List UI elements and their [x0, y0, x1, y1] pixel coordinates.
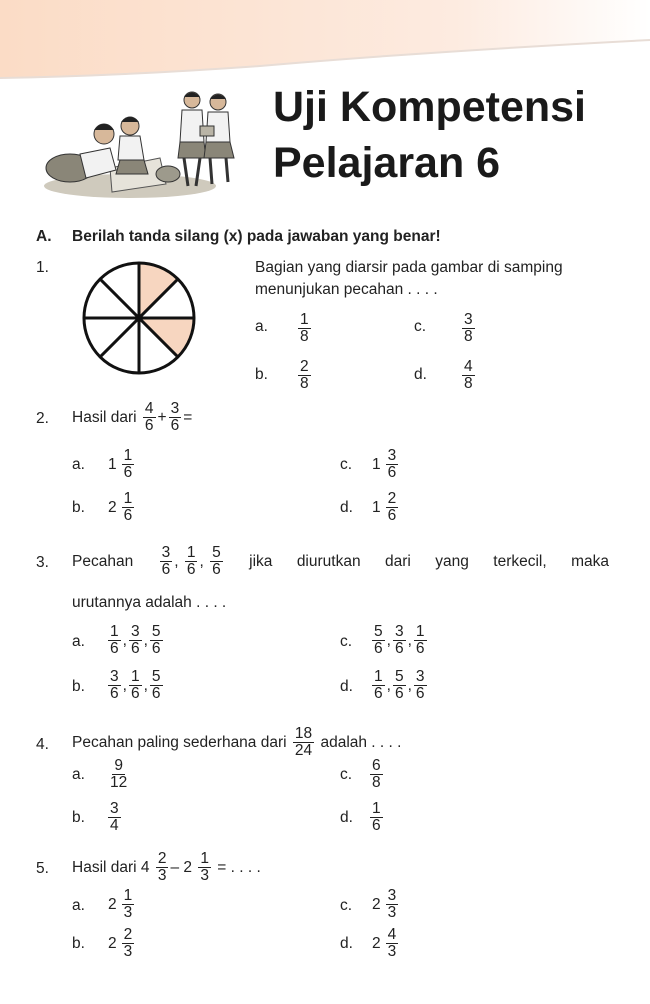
q3-option-d-label[interactable]: d.	[340, 678, 353, 695]
denominator: 6	[123, 507, 133, 525]
q3-prefix: Pecahan	[72, 552, 134, 570]
comma: ,	[386, 631, 391, 649]
denominator: 12	[110, 774, 128, 792]
denominator: 6	[394, 685, 404, 703]
q2-option-b-label[interactable]: b.	[72, 499, 85, 516]
section-instruction: Berilah tanda silang (x) pada jawaban yang benar!	[72, 228, 441, 245]
q5-option-a-value[interactable]	[108, 888, 136, 922]
q3-word: maka	[571, 552, 609, 570]
numerator: 2	[300, 358, 309, 375]
whole-number: 2	[372, 895, 381, 913]
numerator: 2	[157, 850, 167, 867]
numerator: 3	[170, 400, 180, 417]
q1-option-d-label[interactable]: d.	[414, 366, 427, 383]
q1-text-line-1: Bagian yang diarsir pada gambar di samping	[255, 259, 563, 276]
q3-word: terkecil,	[493, 552, 547, 570]
q5-suffix: = . . . .	[217, 858, 261, 876]
q1-number: 1.	[36, 259, 49, 276]
q1-shaded-sector	[139, 318, 194, 357]
q3-word: diurutkan	[296, 552, 361, 570]
comma: ,	[386, 676, 391, 694]
header-banner	[0, 0, 650, 80]
denominator: 6	[374, 685, 383, 703]
whole-number: 2	[372, 934, 381, 952]
numerator: 1	[123, 447, 133, 464]
q3-fraction-1	[160, 545, 173, 579]
numerator: 3	[161, 544, 171, 561]
q3-option-b-label[interactable]: b.	[72, 678, 85, 695]
comma: ,	[407, 676, 412, 694]
denominator: 6	[372, 817, 381, 835]
q1-text-line-2: menunjukan pecahan . . . .	[255, 281, 438, 298]
numerator: 4	[144, 400, 154, 417]
q2-option-c-label[interactable]: c.	[340, 456, 353, 473]
numerator: 2	[123, 926, 133, 943]
denominator: 8	[372, 774, 381, 792]
numerator: 1	[186, 544, 196, 561]
q4-option-b-label[interactable]: b.	[72, 809, 85, 826]
q4-option-a-label[interactable]: a.	[72, 766, 85, 783]
denominator: 6	[186, 561, 196, 579]
denominator: 6	[130, 685, 140, 703]
q4-question	[72, 726, 401, 760]
q3-option-a-label[interactable]: a.	[72, 633, 85, 650]
q5-option-b-value[interactable]	[108, 927, 136, 961]
q5-number: 5.	[36, 860, 49, 877]
numerator: 3	[464, 311, 473, 328]
denominator: 6	[394, 640, 404, 658]
q2-fraction-1	[143, 401, 156, 435]
q5-option-c-value[interactable]	[372, 888, 400, 922]
numerator: 1	[300, 311, 309, 328]
q3-option-c-label[interactable]: c.	[340, 633, 353, 650]
comma: ,	[199, 552, 204, 570]
numerator: 5	[212, 544, 221, 561]
numerator: 5	[394, 668, 404, 685]
numerator: 5	[374, 623, 383, 640]
q4-option-d-label[interactable]: d.	[340, 809, 353, 826]
q2-number: 2.	[36, 410, 49, 427]
denominator: 6	[130, 640, 140, 658]
q3-number: 3.	[36, 554, 49, 571]
q5-whole-1: 4	[140, 858, 150, 876]
comma: ,	[407, 631, 412, 649]
q5-operator: –	[170, 858, 180, 876]
denominator: 8	[464, 375, 473, 393]
q5-option-c-label[interactable]: c.	[340, 897, 353, 914]
q3-word: yang	[435, 552, 469, 570]
comma: ,	[174, 552, 179, 570]
whole-number: 1	[372, 455, 381, 473]
denominator: 3	[123, 943, 133, 961]
kids-studying-illustration	[40, 88, 270, 200]
numerator: 1	[110, 623, 119, 640]
q2-operator: +	[157, 408, 167, 426]
q5-option-b-label[interactable]: b.	[72, 935, 85, 952]
q2-option-a-label[interactable]: a.	[72, 456, 85, 473]
q5-option-d-value[interactable]	[372, 927, 400, 961]
q4-option-d-fraction[interactable]	[370, 801, 383, 835]
denominator: 3	[387, 904, 397, 922]
denominator: 6	[374, 640, 383, 658]
q2-equals: =	[183, 408, 193, 426]
q3-fraction-2	[185, 545, 198, 579]
comma: ,	[143, 631, 148, 649]
q3-word: jika	[249, 552, 273, 570]
denominator: 4	[110, 817, 119, 835]
numerator: 1	[123, 887, 133, 904]
q2-option-d-label[interactable]: d.	[340, 499, 353, 516]
q3-option-c-value[interactable]	[370, 624, 429, 658]
q3-option-d-value[interactable]	[370, 669, 429, 703]
numerator: 3	[387, 887, 397, 904]
q2-fraction-2	[169, 401, 182, 435]
numerator: 4	[387, 926, 397, 943]
q1-circle-figure	[80, 259, 198, 377]
numerator: 1	[372, 800, 381, 817]
q2-option-c-value[interactable]	[372, 448, 400, 482]
numerator: 6	[372, 757, 381, 774]
q2-option-a-value[interactable]	[108, 448, 136, 482]
numerator: 3	[415, 668, 425, 685]
denominator: 6	[161, 561, 171, 579]
q5-option-a-label[interactable]: a.	[72, 897, 85, 914]
comma: ,	[143, 676, 148, 694]
q1-option-c-fraction[interactable]	[462, 312, 475, 346]
q4-prefix: Pecahan paling sederhana dari	[72, 733, 287, 751]
title-line-2: Pelajaran 6	[273, 139, 501, 187]
q5-fraction-2	[198, 851, 211, 885]
q5-whole-2: 2	[183, 858, 193, 876]
section-letter: A.	[36, 228, 52, 245]
numerator: 1	[123, 490, 133, 507]
numerator: 1	[415, 623, 425, 640]
denominator: 6	[170, 417, 180, 435]
whole-number: 1	[372, 498, 381, 516]
q2-option-b-value[interactable]	[108, 491, 136, 525]
whole-number: 2	[108, 934, 117, 952]
denominator: 6	[387, 464, 397, 482]
denominator: 6	[151, 685, 161, 703]
denominator: 6	[144, 417, 154, 435]
q1-option-c-label[interactable]: c.	[414, 318, 427, 335]
denominator: 3	[200, 867, 209, 885]
denominator: 8	[300, 375, 309, 393]
denominator: 3	[157, 867, 167, 885]
q4-option-b-fraction[interactable]	[108, 801, 121, 835]
numerator: 3	[110, 668, 119, 685]
q1-option-d-fraction[interactable]	[462, 359, 475, 393]
numerator: 2	[387, 490, 397, 507]
numerator: 1	[200, 850, 209, 867]
denominator: 3	[123, 904, 133, 922]
denominator: 6	[212, 561, 221, 579]
whole-number: 2	[108, 895, 117, 913]
q5-fraction-1	[156, 851, 169, 885]
denominator: 6	[110, 685, 119, 703]
denominator: 8	[300, 328, 309, 346]
q3-fraction-3	[210, 545, 223, 579]
numerator: 4	[464, 358, 473, 375]
numerator: 3	[130, 623, 140, 640]
q1-shaded-sector	[139, 263, 178, 318]
denominator: 6	[151, 640, 161, 658]
q4-option-c-label[interactable]: c.	[340, 766, 353, 783]
q4-option-c-fraction[interactable]	[370, 758, 383, 792]
q4-number: 4.	[36, 736, 49, 753]
denominator: 6	[123, 464, 133, 482]
q4-option-a-fraction[interactable]	[108, 758, 129, 792]
q3-question-line-2: urutannya adalah . . . .	[72, 594, 227, 611]
q5-prefix: Hasil dari	[72, 858, 137, 876]
numerator: 9	[114, 757, 123, 774]
comma: ,	[122, 631, 127, 649]
denominator: 8	[464, 328, 473, 346]
q3-question-line-1	[72, 545, 609, 579]
numerator: 3	[394, 623, 404, 640]
denominator: 6	[387, 507, 397, 525]
q1-option-a-label[interactable]: a.	[255, 318, 268, 335]
numerator: 1	[130, 668, 140, 685]
q1-option-a-fraction[interactable]	[298, 312, 311, 346]
q2-prefix: Hasil dari	[72, 408, 137, 426]
q1-option-b-fraction[interactable]	[298, 359, 311, 393]
numerator: 18	[294, 725, 313, 742]
title-line-1: Uji Kompetensi	[273, 83, 586, 131]
numerator: 3	[387, 447, 397, 464]
q5-option-d-label[interactable]: d.	[340, 935, 353, 952]
numerator: 5	[151, 623, 161, 640]
q3-word: dari	[384, 552, 411, 570]
whole-number: 1	[108, 455, 117, 473]
q2-option-d-value[interactable]	[372, 491, 400, 525]
denominator: 6	[110, 640, 119, 658]
denominator: 6	[415, 685, 425, 703]
q1-option-b-label[interactable]: b.	[255, 366, 268, 383]
denominator: 6	[415, 640, 425, 658]
q3-option-b-value[interactable]	[106, 669, 165, 703]
q2-question	[72, 401, 192, 435]
numerator: 5	[151, 668, 161, 685]
numerator: 3	[110, 800, 119, 817]
q4-fraction	[293, 726, 314, 760]
q5-question	[72, 851, 261, 885]
whole-number: 2	[108, 498, 117, 516]
denominator: 24	[294, 742, 313, 760]
q3-option-a-value[interactable]	[106, 624, 165, 658]
comma: ,	[122, 676, 127, 694]
denominator: 3	[387, 943, 397, 961]
numerator: 1	[374, 668, 383, 685]
q4-suffix: adalah . . . .	[320, 733, 402, 751]
